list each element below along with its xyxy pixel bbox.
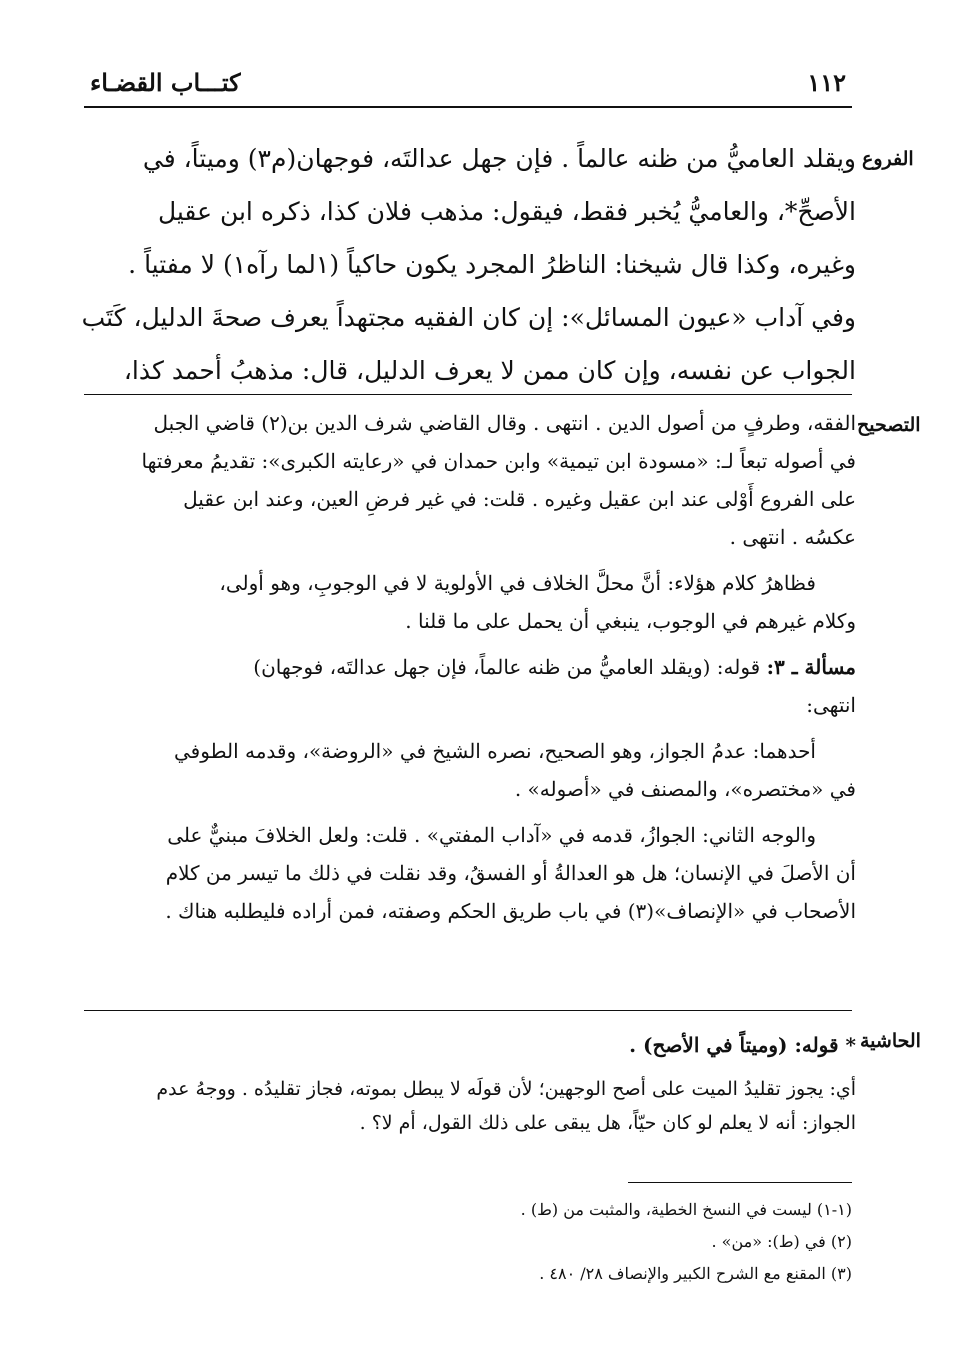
tashih-line	[80, 648, 856, 686]
tashih-line: الفقه، وطرفٍ من أصول الدين . انتهى . وقال القاضي شرف الدين بن(٢) قاضي الجبل	[153, 411, 856, 435]
tashih-paragraph	[80, 816, 856, 930]
furu-line: ويقلد العاميُّ من ظنه عالماً . فإن جهل عدالتَه، فوجهان(م٣) وميتاً، في	[142, 144, 856, 173]
tashih-line: على الفروع أَوْلى عند ابن عقيل وغيره . قلت: في غير فرضِ العين، وعند ابن عقيل	[183, 487, 856, 511]
furu-line: الأصحِّ*، والعاميُّ يُخبر فقط، فيقول: مذهب فلان كذا، ذكره ابن عقيل	[157, 197, 856, 226]
section-label-furu: الفروع	[862, 148, 914, 170]
hashiya-paragraph	[80, 1072, 856, 1140]
tashih-paragraph	[80, 404, 856, 556]
furu-line: الجواب عن نفسه، وإن كان ممن لا يعرف الدليل، قال: مذهبُ أحمد كذا،	[123, 356, 856, 385]
hashiya-heading-row	[80, 1028, 856, 1062]
tashih-line: فظاهرُ كلام هؤلاء: أنَّ محلَّ الخلاف في الأولوية لا في الوجوبِ، وهو أولى،	[219, 571, 816, 595]
furu-text	[80, 132, 856, 397]
footnote: (٣) المقنع مع الشرح الكبير والإنصاف ٢٨/ ٤٨٠ .	[539, 1264, 852, 1283]
furu-line: وغيره، وكذا قال شيخنا: الناظرُ المجرد يكون حاكياً (١لما رآه١) لا مفتياً .	[128, 250, 856, 279]
footnotes	[300, 1194, 852, 1290]
tashih-line: في أصوله تبعاً لـ: «مسودة ابن تيمية» وابن حمدان في «رعايته الكبرى»: تقديمُ معرفتها	[141, 449, 856, 473]
footnote: (٢) في (ط): «من» .	[711, 1232, 852, 1251]
tashih-paragraph	[80, 732, 856, 808]
section-divider	[84, 1010, 852, 1011]
section-label-tashih: التصحيح	[857, 414, 921, 436]
footnote-divider	[628, 1182, 852, 1183]
tashih-line: الأصحاب في «الإنصاف»(٣) في باب طريق الحكم وصفته، فمن أراده فليطلبه هناك .	[165, 899, 856, 923]
section-divider	[84, 394, 852, 395]
tashih-paragraph	[80, 648, 856, 724]
hashiya-line: أي: يجوز تقليدُ الميت على أصح الوجهين؛ لأن قولَه لا يبطل بموته، فجاز تقليدُه . ووجهُ عدم	[156, 1078, 856, 1100]
tashih-line: أن الأصلَ في الإنسان؛ هل هو العدالةُ أو الفسقُ، وقد نقلت في ذلك ما تيسر من كلام	[165, 861, 856, 885]
section-label-hashiya: الحاشية	[860, 1030, 921, 1052]
tashih-line: عكسُه . انتهى .	[729, 525, 856, 549]
masala-heading: مسألة ـ ٣:	[766, 655, 856, 679]
hashiya-text	[80, 1028, 856, 1150]
page-number: ١١٢	[807, 68, 846, 97]
tashih-line: في «مختصره»، والمصنف في «أصوله» .	[514, 777, 856, 801]
hashiya-line: الجواز: أنه لا يعلم لو كان حيّاً، هل يبقى على ذلك القول، أم لا؟ .	[359, 1112, 856, 1134]
footnote: (١-١) ليست في النسخ الخطية، والمثبت من (ط) .	[520, 1200, 852, 1219]
masala-quote: قوله: (ويقلد العاميُّ من ظنه عالماً، فإن جهل عدالتَه، فوجهان)	[253, 655, 761, 679]
tashih-line: وكلام غيرهم في الوجوب، ينبغي أن يحمل على ما قلنا .	[405, 609, 856, 633]
tashih-paragraph	[80, 564, 856, 640]
tashih-line: أحدهما: عدمُ الجواز، وهو الصحيح، نصره الشيخ في «الروضة»، وقدمه الطوفي	[174, 739, 816, 763]
tashih-line: انتهى:	[806, 693, 856, 717]
hashiya-heading: * قوله: (وميتاً في الأصح) .	[629, 1033, 856, 1057]
furu-line: وفي آداب «عيون المسائل»: إن كان الفقيه مجتهداً يعرف صحةَ الدليل، كَتَب	[81, 303, 856, 332]
tashih-text	[80, 404, 856, 938]
running-header	[84, 60, 852, 108]
tashih-line: والوجه الثاني: الجوازُ، قدمه في «آداب المفتي» . قلت: ولعل الخلافَ مبنيٌّ على	[167, 823, 816, 847]
book-title: كتـــاب القضـاء	[90, 68, 241, 97]
